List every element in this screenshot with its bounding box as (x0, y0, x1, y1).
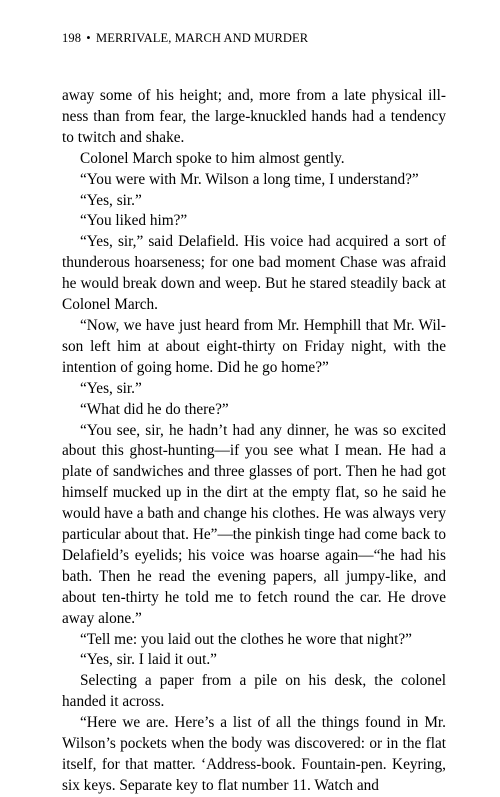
paragraph: “You liked him?” (80, 212, 188, 230)
paragraph: “Now, we have just heard from Mr. Hemphill that Mr. Wilson left him at about eight-thirty on Friday night, with the intention of going home. Did he go home?” (62, 316, 446, 376)
body-text (62, 86, 446, 797)
paragraph: “Tell me: you laid out the clothes he wore that night?” (80, 630, 412, 648)
paragraph: Colonel March spoke to him almost gently. (80, 149, 345, 167)
paragraph: Selecting a paper from a pile on his desk, the colonel handed it across. (62, 672, 446, 711)
paragraph: “Yes, sir.” (80, 191, 142, 209)
paragraph: “Yes, sir. I laid it out.” (80, 651, 217, 669)
running-head (62, 30, 446, 46)
header-separator: • (86, 31, 91, 45)
paragraph: “Yes, sir,” said Delafield. His voice had acquired a sort of thunderous hoarseness; for one bad moment Chase was afraid he would break down and weep. But he stared steadily back at Colonel March. (62, 233, 446, 314)
paragraph: “You were with Mr. Wilson a long time, I understand?” (80, 170, 419, 188)
paragraph-continued: away some of his height; and, more from a late physical illness than from fear, the large-knuckled hands had a tendency to twitch and shake. (62, 87, 446, 146)
paragraph: “Yes, sir.” (80, 379, 142, 397)
paragraph: “Here we are. Here’s a list of all the things found in Mr. Wilson’s pockets when the body was discovered: or in the flat itself, for that matter. ‘Address-book. Fountain-pen. Keyring, six keys. Separate key to flat number 11. Watch and (62, 714, 446, 794)
paragraph: “What did he do there?” (80, 400, 229, 418)
page-number: 198 (62, 31, 82, 45)
book-page (62, 30, 446, 797)
book-title: MERRIVALE, MARCH AND MURDER (96, 31, 309, 45)
paragraph: “You see, sir, he hadn’t had any dinner, he was so excited about this ghost-hunting—if you see what I mean. He had a plate of sandwiches and three glasses of port. Then he had got himself mucked up in the dirt at the empty flat, so he said he would have a bath and change his clothes. He was always very particular about that. He”—the pinkish tinge had come back to Delafield’s eyelids; his voice was hoarse again—“he had his bath. Then he read the evening papers, all jumpy-like, and about ten-thirty he told me to fetch round the car. He drove away alone.” (62, 421, 446, 627)
